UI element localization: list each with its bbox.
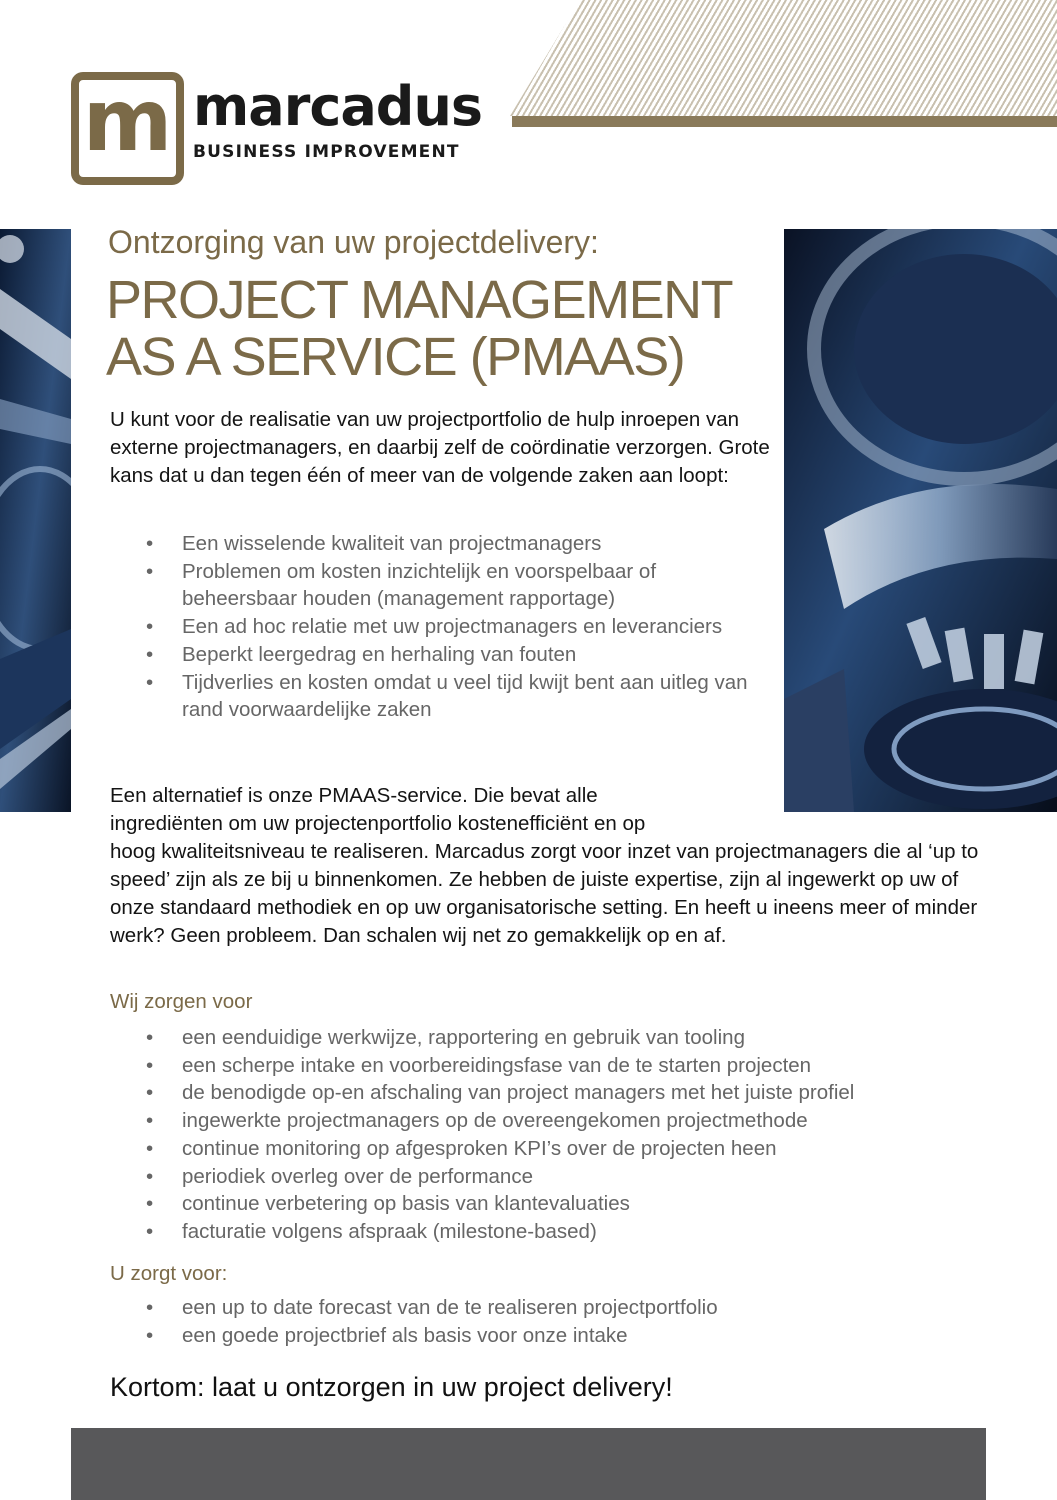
list-item: • ingewerkte projectmanagers op de overeengekomen projectmethode <box>110 1107 1010 1135</box>
page-kicker: Ontzorging van uw projectdelivery: <box>108 224 599 260</box>
we-provide-list <box>110 1024 1010 1246</box>
page-title <box>106 272 732 386</box>
list-item: • de benodigde op-en afschaling van project managers met het juiste profiel <box>110 1079 1010 1107</box>
list-item: • facturatie volgens afspraak (milestone-based) <box>110 1218 1010 1246</box>
list-item: • periodiek overleg over de performance <box>110 1163 1010 1191</box>
closing-statement: Kortom: laat u ontzorgen in uw project delivery! <box>110 1372 673 1402</box>
page-title-line-2: AS A SERVICE (PMAAS) <box>106 327 685 387</box>
header-gold-bar <box>512 116 1057 127</box>
you-provide-list <box>110 1294 1010 1349</box>
alternative-rest: hoog kwaliteitsniveau te realiseren. Marcadus zorgt voor inzet van projectmanagers die al ‘up to speed’ zijn als ze bij u binnenkomen. Ze hebben de juiste expertise, zijn al ingewerkt op uw of onze standaard methodiek en op uw organisatorische setting. En heeft u ineens meer of minder werk? Geen probleem. Dan schalen wij net zo gemakkelijk op en af. <box>110 840 979 947</box>
gears-image-left <box>0 229 71 812</box>
list-item: • Problemen om kosten inzichtelijk en voorspelbaar of beheersbaar houden (management rapportage) <box>110 558 750 613</box>
logo-wordmark: marcadus <box>193 75 483 138</box>
logo-mark <box>71 72 184 185</box>
alternative-line-1: Een alternatief is onze PMAAS-service. Die bevat alle <box>110 784 598 807</box>
gears-image-right <box>784 229 1057 812</box>
alternative-paragraph <box>110 782 980 950</box>
list-item: • continue monitoring op afgesproken KPI’s over de projecten heen <box>110 1135 1010 1163</box>
list-item: • Beperkt leergedrag en herhaling van fouten <box>110 641 750 669</box>
list-item: • Een wisselende kwaliteit van projectmanagers <box>110 530 750 558</box>
list-item: • Een ad hoc relatie met uw projectmanagers en leveranciers <box>110 613 750 641</box>
risks-list <box>110 530 750 724</box>
list-item: • een scherpe intake en voorbereidingsfase van de te starten projecten <box>110 1052 1010 1080</box>
list-item: • Tijdverlies en kosten omdat u veel tijd kwijt bent aan uitleg van rand voorwaardelijke zaken <box>110 669 750 724</box>
list-item: • continue verbetering op basis van klantevaluaties <box>110 1190 1010 1218</box>
intro-paragraph: U kunt voor de realisatie van uw projectportfolio de hulp inroepen van externe projectmanagers, en daarbij zelf de coördinatie verzorgen. Grote kans dat u dan tegen één of meer van de volgende zaken aan loopt: <box>110 408 770 487</box>
you-provide-heading: U zorgt voor: <box>110 1262 228 1285</box>
page-title-line-1: PROJECT MANAGEMENT <box>106 270 733 330</box>
alternative-line-2: ingrediënten om uw projectenportfolio kostenefficiënt en op <box>110 812 646 835</box>
header-hatch-pattern <box>510 0 1057 116</box>
footer-band <box>71 1428 986 1500</box>
list-item: • een up to date forecast van de te realiseren projectportfolio <box>110 1294 1010 1322</box>
we-provide-heading: Wij zorgen voor <box>110 990 253 1013</box>
logo-mark-letter: m <box>82 70 173 171</box>
list-item: • een eenduidige werkwijze, rapportering en gebruik van tooling <box>110 1024 1010 1052</box>
list-item: • een goede projectbrief als basis voor onze intake <box>110 1322 1010 1350</box>
logo-tagline: BUSINESS IMPROVEMENT <box>193 142 460 162</box>
